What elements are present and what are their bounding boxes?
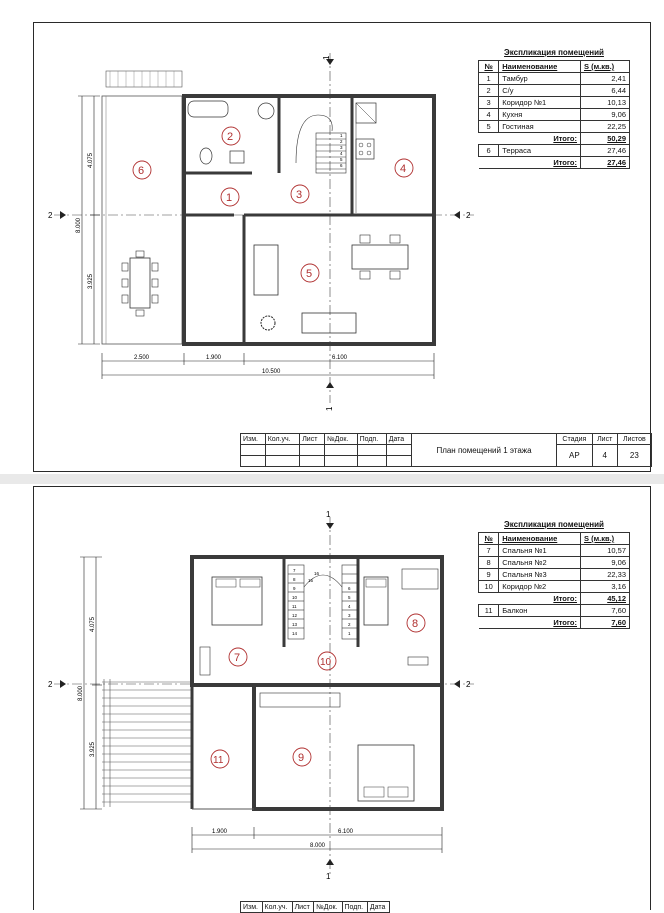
room-number-1: 1 [226, 192, 233, 204]
stair-step-r4: 4 [348, 604, 351, 609]
total-row: Итого: 50,29 [479, 133, 630, 145]
table-row: 10 Коридор №2 3,16 [479, 581, 630, 593]
schedule-title: Экспликация помещений [504, 48, 604, 57]
room-number-7: 7 [234, 652, 241, 664]
dim-htotal: 8.000 [310, 843, 326, 849]
dim-vtotal: 8.000 [78, 685, 84, 701]
stair-step-6: 6 [340, 163, 343, 168]
stair-step-r6: 6 [348, 586, 351, 591]
stair-step-5: 5 [340, 157, 343, 162]
stair-step-r1: 1 [348, 631, 351, 636]
dim-vtotal: 8.000 [76, 217, 82, 233]
dim-h1: 1.900 [212, 829, 228, 835]
stair-step-14: 14 [292, 631, 298, 636]
col-header-name: Наименование [499, 61, 581, 73]
room-schedule-1 [478, 47, 630, 169]
dim-h2: 6.100 [338, 829, 354, 835]
sheet-title: План помещений 1 этажа [412, 434, 557, 467]
drawing-sheet-floor-2 [33, 486, 651, 910]
total-row: Итого: 7,60 [479, 617, 630, 629]
table-row: 5 Гостиная 22,25 [479, 121, 630, 133]
axis-label-2-left: 2 [48, 211, 53, 220]
stair-step-16: 16 [314, 571, 320, 576]
stair-step-13: 13 [292, 622, 298, 627]
room-number-5: 5 [306, 268, 313, 280]
room-number-2: 2 [227, 131, 234, 143]
stair-step-r2: 2 [348, 622, 351, 627]
axis-label-2-right: 2 [466, 680, 471, 689]
table-row: 11 Балкон 7,60 [479, 605, 630, 617]
stair-step-9: 9 [293, 586, 296, 591]
dim-h1: 2.500 [134, 355, 150, 361]
stair-step-11: 11 [292, 604, 297, 609]
stair-step-r3: 3 [348, 613, 351, 618]
table-row: 1 Тамбур 2,41 [479, 73, 630, 85]
dim-h2: 1.900 [206, 355, 222, 361]
stair-step-15: 15 [308, 578, 314, 583]
axis-label-1-bottom: 1 [326, 872, 331, 881]
schedule-title: Экспликация помещений [504, 520, 604, 529]
staircase-2 [288, 565, 358, 639]
col-header-area: S (м.кв.) [580, 61, 629, 73]
axis-label-2-right: 2 [466, 211, 471, 220]
title-block-1: Изм. Кол.уч. Лист №Док. Подп. Дата План помещений 1 этажа Стадия Лист Листов АР 4 23 [240, 433, 652, 467]
axis-label-1-bottom: 1 [325, 406, 334, 411]
dim-v1: 4.075 [90, 616, 96, 632]
stage-value: АР [557, 445, 593, 467]
terrace [102, 96, 182, 344]
dim-htotal: 10.500 [262, 369, 281, 375]
dim-h3: 6.100 [332, 355, 348, 361]
col-header-area: S (м.кв.) [580, 533, 629, 545]
dim-v2: 3.925 [88, 273, 94, 289]
axis-label-1-top: 1 [326, 510, 331, 519]
stair-step-1: 1 [340, 133, 343, 138]
house-outline [184, 96, 434, 344]
page-gap [0, 474, 664, 484]
col-header-name: Наименование [499, 533, 581, 545]
dim-v1: 4.075 [88, 152, 94, 168]
axis-label-1-top: 1 [322, 55, 331, 60]
table-row: 3 Коридор №1 10,13 [479, 97, 630, 109]
total-row: Итого: 27,46 [479, 157, 630, 169]
total-row: Итого: 45,12 [479, 593, 630, 605]
stair-step-3: 3 [340, 145, 343, 150]
stair-step-10: 10 [292, 595, 298, 600]
staircase-1 [296, 115, 346, 173]
stair-step-r5: 5 [348, 595, 351, 600]
stair-step-12: 12 [292, 613, 298, 618]
stair-step-8: 8 [293, 577, 296, 582]
table-row: 2 С/у 6,44 [479, 85, 630, 97]
stair-step-4: 4 [340, 151, 343, 156]
table-row: 4 Кухня 9,06 [479, 109, 630, 121]
table-row: 8 Спальня №2 9,06 [479, 557, 630, 569]
stair-step-2: 2 [340, 139, 343, 144]
sheet-number: 4 [592, 445, 617, 467]
room-number-9: 9 [298, 752, 305, 764]
col-header-num: № [479, 61, 499, 73]
axis-label-2-left: 2 [48, 680, 53, 689]
stair-step-7: 7 [293, 568, 296, 573]
room-number-10: 10 [320, 657, 332, 668]
room-number-8: 8 [412, 618, 419, 630]
room-number-4: 4 [400, 163, 407, 175]
title-block-2: Изм. Кол.уч. Лист №Док. Подп. Дата [240, 901, 390, 913]
table-row: 9 Спальня №3 22,33 [479, 569, 630, 581]
table-row: 7 Спальня №1 10,57 [479, 545, 630, 557]
room-number-6: 6 [138, 165, 145, 177]
dim-v2: 3.925 [90, 741, 96, 757]
room-number-11: 11 [213, 755, 224, 766]
table-row: 6 Терраса 27,46 [479, 145, 630, 157]
drawing-sheet-floor-1 [33, 22, 651, 472]
col-header-num: № [479, 533, 499, 545]
room-number-3: 3 [296, 189, 303, 201]
sheet-count: 23 [617, 445, 651, 467]
room-schedule-2 [478, 519, 630, 629]
